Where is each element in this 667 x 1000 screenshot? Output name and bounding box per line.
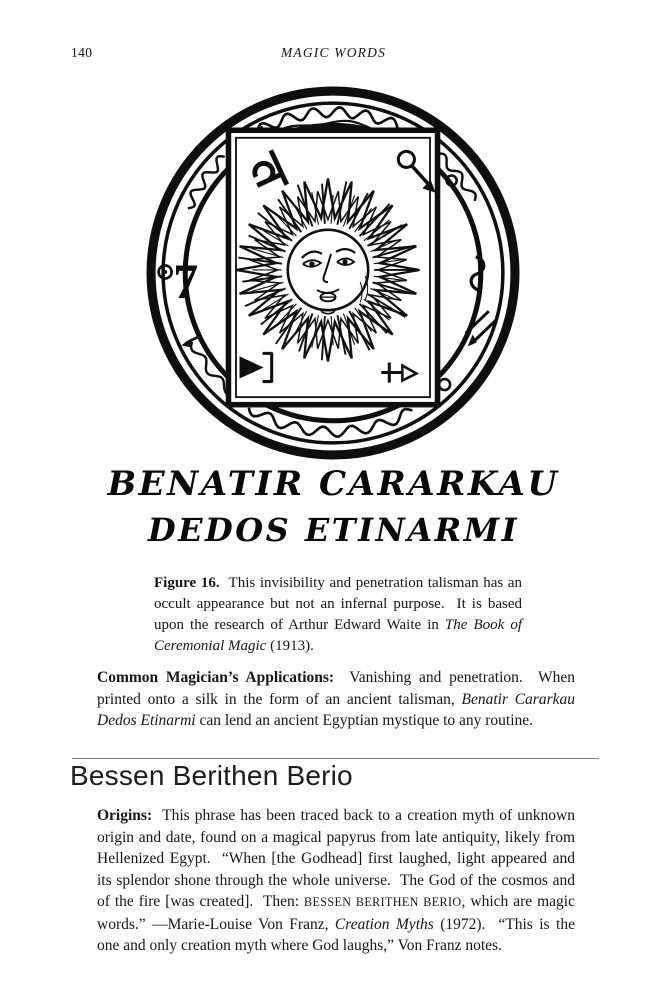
ring-numeral: 7 bbox=[173, 253, 199, 310]
applications-paragraph: Common Magician’s Applications: Vanishing and penetration. When printed onto a silk in the form of an ancient talisman, Benatir Cararkau Dedos Etinarmi can lend an ancient Egyptian mystique to any routine. bbox=[97, 669, 575, 729]
magic-words-line1: BENATIR CARARKAU bbox=[107, 464, 560, 504]
jupiter-sigil: ♃ bbox=[235, 137, 301, 210]
arrow-icon bbox=[181, 338, 191, 347]
talisman-figure bbox=[143, 83, 523, 465]
running-header: MAGIC WORDS bbox=[280, 45, 387, 60]
origins-paragraph: Origins: This phrase has been traced back to a creation myth of unknown origin and date, found on a magical papyrus from late antiquity, likely from Hellenized Egypt. “When [the Godhead] first laughed, light appeared and its splendor shone through the whole universe. The God of the cosmos and of the fire [was created]. Then: BESSEN BERITHEN BERIO, which are magic words.” —Marie-Louise Von Franz, Creation Myths (1972). “This is the one and only creation myth where God laughs,” Von Franz notes. bbox=[97, 807, 575, 954]
figure-caption: Figure 16. This invisibility and penetration talisman has an occult appearance but not an infernal purpose. It is based upon the research of Arthur Edward Waite in The Book of Ceremonial Magic (1913). bbox=[154, 575, 523, 654]
page-number: 140 bbox=[71, 45, 93, 60]
magic-words-line2: DEDOS ETINARMI bbox=[147, 511, 520, 549]
section-divider bbox=[72, 758, 599, 759]
section-heading: Bessen Berithen Berio bbox=[70, 760, 353, 791]
